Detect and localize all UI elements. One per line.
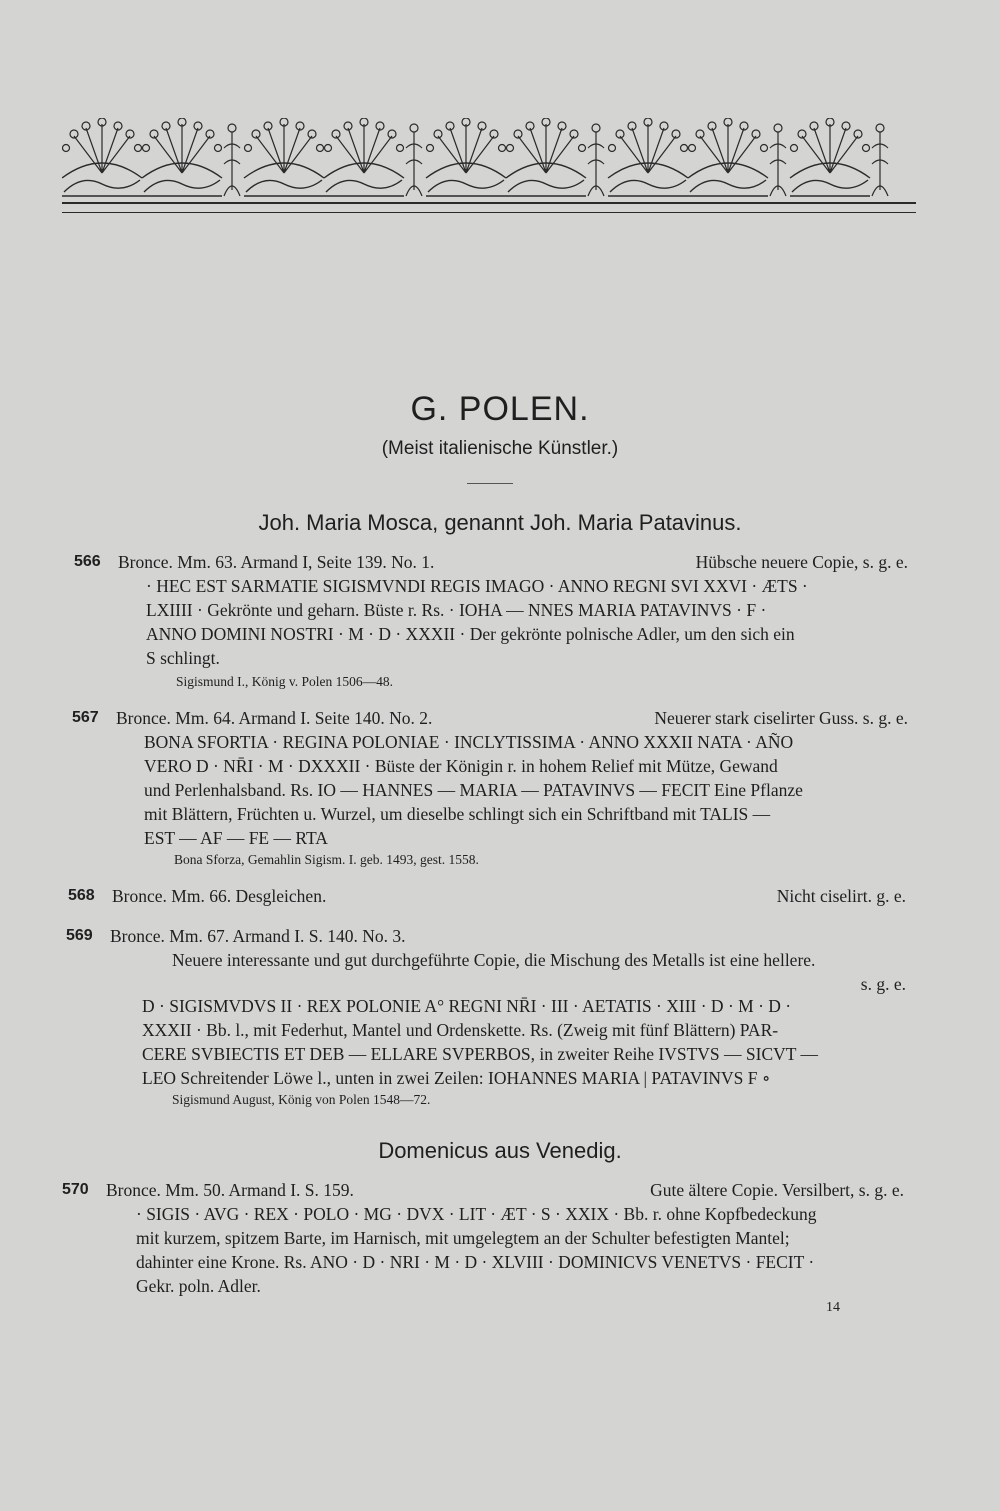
inscription-line: mit kurzem, spitzem Barte, im Harnisch, mit umgelegtem an der Schulter befestigten Mantel; (136, 1228, 790, 1248)
entry-number: 568 (68, 887, 95, 904)
inscription-line: S schlingt. (146, 648, 220, 668)
entry-header: Bronce. Mm. 50. Armand I. S. 159. (106, 1180, 354, 1200)
inscription-line: XXXII · Bb. l., mit Federhut, Mantel und Ordenskette. Rs. (Zweig mit fünf Blättern) PAR- (142, 1020, 779, 1040)
entry-number: 566 (74, 553, 101, 570)
entry-remark: Gute ältere Copie. Versilbert, s. g. e. (650, 1180, 904, 1200)
entry-remark: s. g. e. (860, 974, 906, 994)
entry-remark: Hübsche neuere Copie, s. g. e. (695, 552, 908, 572)
inscription-line: Gekr. poln. Adler. (136, 1276, 261, 1296)
entry-header: Bronce. Mm. 63. Armand I, Seite 139. No. 1. (118, 552, 435, 572)
inscription-line: und Perlenhalsband. Rs. IO — HANNES — MARIA — PATAVINVS — FECIT Eine Pflanze (144, 780, 803, 800)
header-rule-thick (62, 202, 916, 204)
inscription-line: D · SIGISMVDVS II · REX POLONIE A° REGNI NR̄I · III · AETATIS · XIII · D · M · D · (142, 996, 792, 1016)
artist-heading-domenicus: Domenicus aus Venedig. (378, 1138, 622, 1163)
section-subtitle: (Meist italienische Künstler.) (381, 438, 619, 459)
inscription-line: mit Blättern, Früchten u. Wurzel, um dieselbe schlingt sich ein Schriftband mit TALIS — (144, 804, 771, 824)
inscription-line: VERO D · NR̄I · M · DXXXII · Büste der Königin r. in hohem Relief mit Mütze, Gewand (144, 756, 778, 776)
entry-note: Sigismund I., König v. Polen 1506—48. (176, 674, 394, 689)
entry-header: Bronce. Mm. 64. Armand I. Seite 140. No. 2. (116, 708, 433, 728)
entry-number: 567 (72, 709, 99, 726)
section-title: G. POLEN. (410, 390, 590, 428)
floral-ornament-icon (62, 118, 918, 200)
inscription-line: BONA SFORTIA · REGINA POLONIAE · INCLYTISSIMA · ANNO XXXII NATA · AÑO (144, 732, 794, 752)
inscription-line: LEO Schreitender Löwe l., unten in zwei Zeilen: IOHANNES MARIA | PATAVINVS F ∘ (142, 1068, 771, 1088)
entry-note: Bona Sforza, Gemahlin Sigism. I. geb. 1493, gest. 1558. (174, 852, 479, 867)
entry-header: Bronce. Mm. 67. Armand I. S. 140. No. 3. (110, 926, 406, 946)
inscription-line: · SIGIS · AVG · REX · POLO · MG · DVX · LIT · ÆT · S · XXIX · Bb. r. ohne Kopfbedeckung (136, 1204, 817, 1224)
inscription-line: EST — AF — FE — RTA (144, 828, 328, 848)
entry-header: Bronce. Mm. 66. Desgleichen. (112, 886, 327, 906)
inscription-line: LXIIII · Gekrönte und geharn. Büste r. Rs. · IOHA — NNES MARIA PATAVINVS · F · (146, 600, 767, 620)
ornament-band (62, 118, 918, 200)
entry-description: Neuere interessante und gut durchgeführte Copie, die Mischung des Metalls ist eine hellere. (172, 950, 816, 970)
entry-remark: Neuerer stark ciselirter Guss. s. g. e. (654, 708, 908, 728)
inscription-line: ANNO DOMINI NOSTRI · M · D · XXXII · Der gekrönte polnische Adler, um den sich ein (146, 624, 795, 644)
entry-number: 570 (62, 1181, 89, 1198)
artist-heading-mosca: Joh. Maria Mosca, genannt Joh. Maria Patavinus. (258, 510, 742, 535)
entry-note: Sigismund August, König von Polen 1548—72. (172, 1092, 431, 1107)
entry-number: 569 (66, 927, 93, 944)
page-number: 14 (826, 1300, 840, 1315)
header-rule-thin (62, 212, 916, 213)
entry-remark: Nicht ciselirt. g. e. (776, 886, 906, 906)
divider (467, 483, 513, 484)
inscription-line: · HEC EST SARMATIE SIGISMVNDI REGIS IMAGO · ANNO REGNI SVI XXVI · ÆTS · (146, 576, 808, 596)
inscription-line: dahinter eine Krone. Rs. ANO · D · NRI · M · D · XLVIII · DOMINICVS VENETVS · FECIT · (136, 1252, 815, 1272)
inscription-line: CERE SVBIECTIS ET DEB — ELLARE SVPERBOS, in zweiter Reihe IVSTVS — SICVT — (142, 1044, 819, 1064)
